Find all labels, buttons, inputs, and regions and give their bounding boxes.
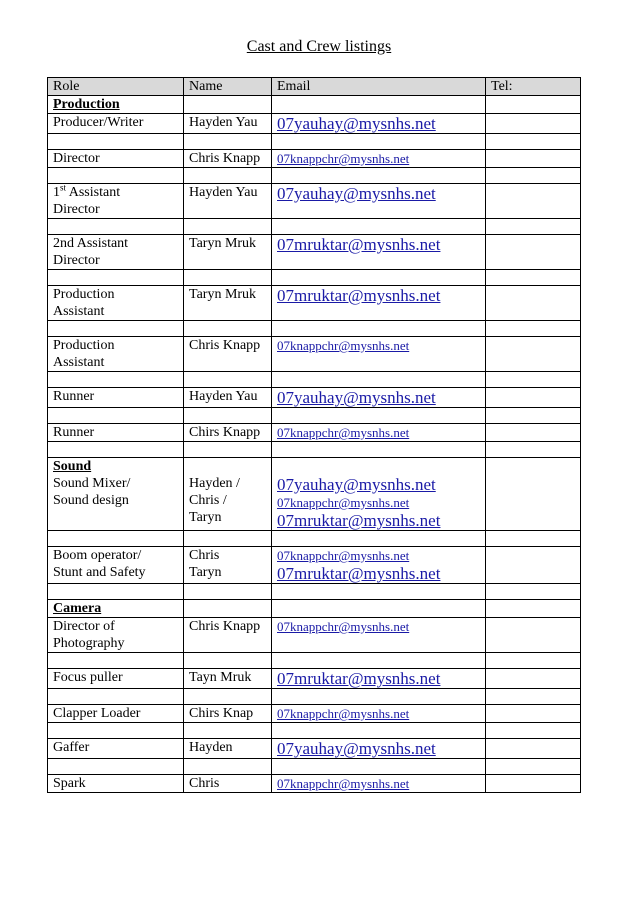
spacer-row — [48, 270, 581, 286]
section-heading-camera: Camera — [53, 601, 102, 616]
table-row — [48, 114, 581, 134]
table-row — [48, 286, 581, 321]
table-row — [48, 424, 581, 442]
header-email: Email — [272, 78, 486, 96]
name-cell: Hayden / Chris / Taryn — [184, 458, 272, 531]
name-cell: Hayden Yau — [184, 388, 272, 408]
role-cell: Gaffer — [48, 739, 184, 759]
section-heading-production: Production — [53, 97, 120, 112]
tel-cell — [486, 114, 581, 134]
table-row — [48, 618, 581, 653]
table-row — [48, 150, 581, 168]
header-tel: Tel: — [486, 78, 581, 96]
name-cell: Hayden Yau — [184, 184, 272, 219]
table-row — [48, 547, 581, 584]
header-role: Role — [48, 78, 184, 96]
email-link[interactable]: 07yauhay@mysnhs.net — [277, 388, 436, 407]
section-heading-sound: Sound — [53, 459, 92, 474]
table-row — [48, 705, 581, 723]
role-cell: 1st Assistant Director — [48, 184, 184, 219]
table-header-row — [48, 78, 581, 96]
table-row — [48, 235, 581, 270]
tel-cell — [486, 424, 581, 442]
spacer-row — [48, 408, 581, 424]
name-cell: Chris Taryn — [184, 547, 272, 584]
email-link[interactable]: 07knappchr@mysnhs.net — [277, 425, 410, 440]
role-cell: Director of Photography — [48, 618, 184, 653]
name-cell: Chirs Knap — [184, 705, 272, 723]
role-cell: Production Assistant — [48, 286, 184, 321]
role-cell: Runner — [48, 388, 184, 408]
role-cell: Production Assistant — [48, 337, 184, 372]
email-link[interactable]: 07mruktar@mysnhs.net — [277, 286, 441, 305]
name-cell: Hayden — [184, 739, 272, 759]
tel-cell — [486, 669, 581, 689]
spacer-row — [48, 584, 581, 600]
role-cell: 2nd Assistant Director — [48, 235, 184, 270]
name-cell: Chris Knapp — [184, 337, 272, 372]
role-cell: Spark — [48, 775, 184, 793]
spacer-row — [48, 442, 581, 458]
table-row — [48, 739, 581, 759]
tel-cell — [486, 184, 581, 219]
name-cell: Chris Knapp — [184, 150, 272, 168]
tel-cell — [486, 235, 581, 270]
email-link[interactable]: 07knappchr@mysnhs.net — [277, 151, 410, 166]
email-link[interactable]: 07yauhay@mysnhs.net — [277, 739, 436, 758]
role-cell: Focus puller — [48, 669, 184, 689]
email-link[interactable]: 07yauhay@mysnhs.net — [277, 184, 436, 203]
name-cell: Chirs Knapp — [184, 424, 272, 442]
role-cell: Sound Sound Mixer/ Sound design — [48, 458, 184, 531]
role-cell: Producer/Writer — [48, 114, 184, 134]
role-cell: Director — [48, 150, 184, 168]
email-link[interactable]: 07knappchr@mysnhs.net — [277, 776, 410, 791]
email-link[interactable]: 07knappchr@mysnhs.net — [277, 338, 410, 353]
tel-cell — [486, 618, 581, 653]
page-title: Cast and Crew listings — [246, 38, 392, 55]
tel-cell — [486, 458, 581, 531]
header-name: Name — [184, 78, 272, 96]
crew-table — [47, 77, 581, 793]
table-row — [48, 337, 581, 372]
spacer-row — [48, 689, 581, 705]
table-row — [48, 775, 581, 793]
email-link[interactable]: 07knappchr@mysnhs.net — [277, 619, 410, 634]
spacer-row — [48, 168, 581, 184]
spacer-row — [48, 759, 581, 775]
spacer-row — [48, 321, 581, 337]
spacer-row — [48, 372, 581, 388]
spacer-row — [48, 531, 581, 547]
spacer-row — [48, 723, 581, 739]
name-cell: Taryn Mruk — [184, 235, 272, 270]
table-row — [48, 669, 581, 689]
role-cell: Boom operator/ Stunt and Safety — [48, 547, 184, 584]
tel-cell — [486, 547, 581, 584]
email-link[interactable]: 07knappchr@mysnhs.net — [277, 495, 410, 510]
name-cell: Tayn Mruk — [184, 669, 272, 689]
email-link[interactable]: 07knappchr@mysnhs.net — [277, 706, 410, 721]
table-row — [48, 184, 581, 219]
tel-cell — [486, 150, 581, 168]
table-row — [48, 388, 581, 408]
spacer-row — [48, 134, 581, 150]
section-row-camera — [48, 600, 581, 618]
section-row-production — [48, 96, 581, 114]
tel-cell — [486, 705, 581, 723]
email-link[interactable]: 07mruktar@mysnhs.net — [277, 669, 441, 688]
tel-cell — [486, 286, 581, 321]
email-link[interactable]: 07mruktar@mysnhs.net — [277, 564, 441, 583]
name-cell: Taryn Mruk — [184, 286, 272, 321]
tel-cell — [486, 388, 581, 408]
email-link[interactable]: 07mruktar@mysnhs.net — [277, 511, 441, 530]
tel-cell — [486, 739, 581, 759]
email-link[interactable]: 07yauhay@mysnhs.net — [277, 475, 436, 494]
email-link[interactable]: 07yauhay@mysnhs.net — [277, 114, 436, 133]
email-link[interactable]: 07knappchr@mysnhs.net — [277, 548, 410, 563]
email-link[interactable]: 07mruktar@mysnhs.net — [277, 235, 441, 254]
spacer-row — [48, 219, 581, 235]
tel-cell — [486, 775, 581, 793]
name-cell: Chris Knapp — [184, 618, 272, 653]
table-row — [48, 458, 581, 531]
role-cell: Runner — [48, 424, 184, 442]
tel-cell — [486, 337, 581, 372]
name-cell: Chris — [184, 775, 272, 793]
name-cell: Hayden Yau — [184, 114, 272, 134]
spacer-row — [48, 653, 581, 669]
role-cell: Clapper Loader — [48, 705, 184, 723]
